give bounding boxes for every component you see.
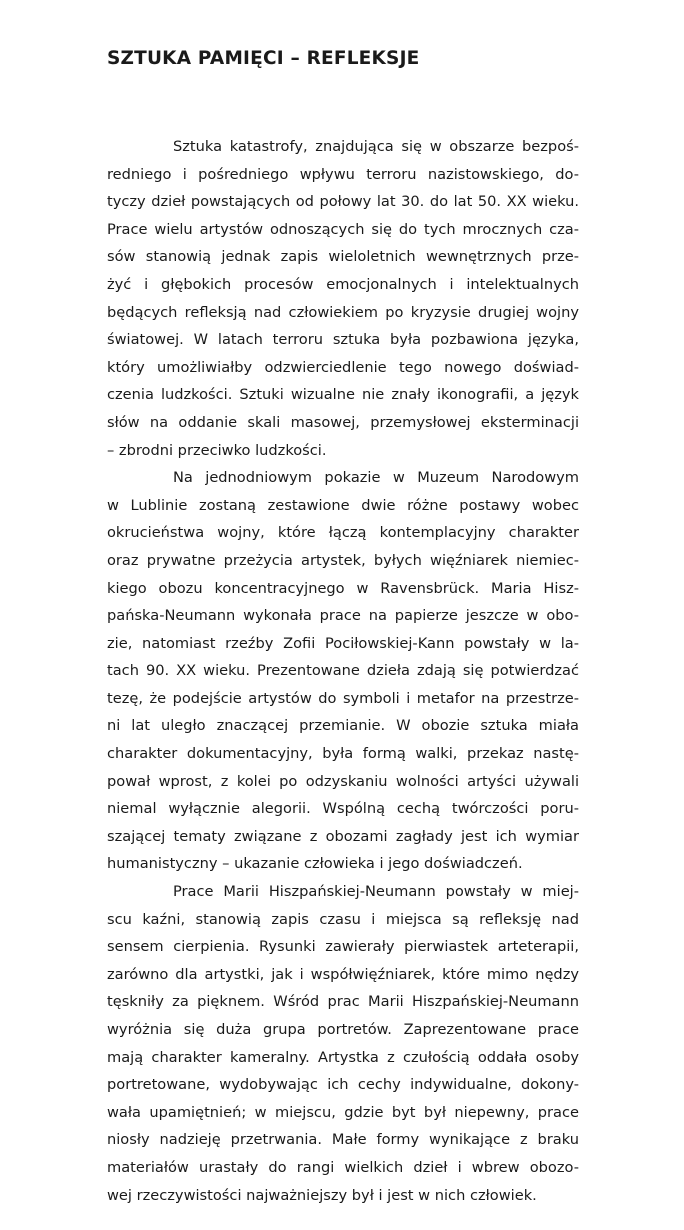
text-line: wała upamiętnień; w miejscu, gdzie byt był niepewny, prace [107,1103,579,1121]
text-line: oraz prywatne przeżycia artystek, byłych więźniarek niemiec- [107,551,579,569]
text-line: szającej tematy związane z obozami zagłady jest ich wymiar [107,827,579,845]
text-line: ni lat uległo znaczącej przemianie. W obozie sztuka miała [107,717,579,735]
text-line: Prace wielu artystów odnoszących się do tych mrocznych cza- [107,220,579,238]
text-line: Na jednodniowym pokazie w Muzeum Narodowym [173,469,579,487]
text-line: w Lublinie zostaną zestawione dwie różne postawy wobec [107,496,579,514]
text-line: pańska-Neumann wykonała prace na papierze jeszcze w obo- [107,607,579,625]
text-line: tęskniły za pięknem. Wśród prac Marii Hiszpańskiej-Neumann [107,993,579,1011]
text-line: scu kaźni, stanowią zapis czasu i miejsca są refleksję nad [107,910,579,928]
text-line: Prace Marii Hiszpańskiej-Neumann powstały w miej- [173,883,579,901]
text-line: sów stanowią jednak zapis wieloletnich wewnętrznych prze- [107,248,579,266]
text-line: kiego obozu koncentracyjnego w Ravensbrück. Maria Hisz- [107,579,579,597]
body-text [107,133,579,1209]
text-line: pował wprost, z kolei po odzyskaniu wolności artyści używali [107,772,579,790]
text-line: Sztuka katastrofy, znajdująca się w obszarze bezpoś- [173,138,579,155]
text-line: charakter dokumentacyjny, była formą walki, przekaz nastę- [107,745,579,763]
text-line: niosły nadzieję przetrwania. Małe formy wynikające z braku [107,1131,579,1149]
text-line: wej rzeczywistości najważniejszy był i jest w nich człowiek. [107,1186,537,1204]
text-line: żyć i głębokich procesów emocjonalnych i intelektualnych [107,275,579,293]
text-line: zie, natomiast rzeźby Zofii Pociłowskiej-Kann powstały w la- [107,634,579,652]
text-line: portretowane, wydobywając ich cechy indywidualne, dokony- [107,1076,579,1094]
document-page [107,44,579,1209]
text-line: redniego i pośredniego wpływu terroru nazistowskiego, do- [107,165,579,183]
text-line: będących refleksją nad człowiekiem po kryzysie drugiej wojny [107,303,579,321]
text-line: czenia ludzkości. Sztuki wizualne nie znały ikonografii, a język [107,386,579,404]
text-line: niemal wyłącznie alegorii. Wspólną cechą twórczości poru- [107,800,579,818]
text-line: który umożliwiałby odzwierciedlenie tego nowego doświad- [107,358,579,376]
text-line: zarówno dla artystki, jak i współwięźniarek, które mimo nędzy [107,965,579,983]
text-line: humanistyczny – ukazanie człowieka i jego doświadczeń. [107,855,523,873]
text-line: wyróżnia się duża grupa portretów. Zaprezentowane prace [107,1021,579,1038]
text-line: okrucieństwa wojny, które łączą kontemplacyjny charakter [107,524,579,542]
text-line: słów na oddanie skali masowej, przemysłowej eksterminacji [107,413,579,431]
text-line: tach 90. XX wieku. Prezentowane dzieła zdają się potwierdzać [107,662,579,680]
page-title: SZTUKA PAMIĘCI – REFLEKSJE [107,48,420,69]
text-line: światowej. W latach terroru sztuka była pozbawiona języka, [107,331,579,349]
text-line: mają charakter kameralny. Artystka z czułością oddała osoby [107,1048,579,1066]
text-line: – zbrodni przeciwko ludzkości. [107,441,327,459]
text-line: tezę, że podejście artystów do symboli i metafor na przestrze- [107,689,579,707]
text-line: materiałów urastały do rangi wielkich dzieł i wbrew obozo- [107,1158,579,1176]
text-line: sensem cierpienia. Rysunki zawierały pierwiastek arteterapii, [107,938,579,956]
text-line: tyczy dzieł powstających od połowy lat 30. do lat 50. XX wieku. [107,193,579,211]
